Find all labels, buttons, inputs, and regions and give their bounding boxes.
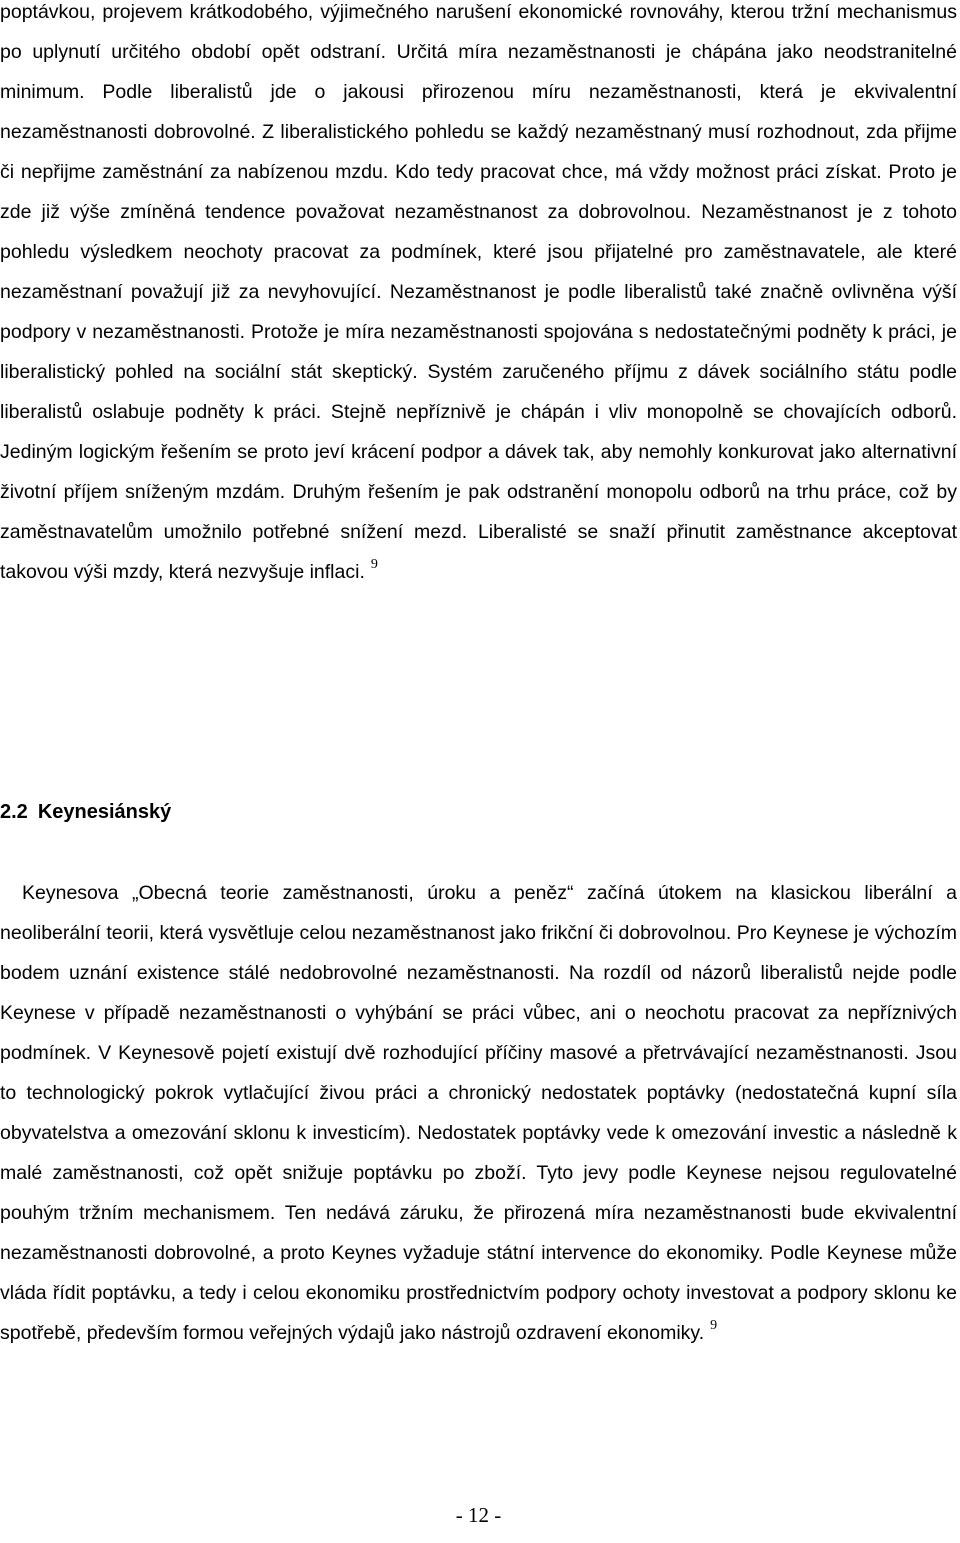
paragraph-text: poptávkou, projevem krátkodobého, výjimečného narušení ekonomické rovnováhy, kterou tržní mechanismus po uplynutí určitého období opět odstraní. Určitá míra nezaměstnanosti je chápána jako neodstranitelné minimum. Podle liberalistů jde o jakousi přirozenou míru nezaměstnanosti, která je ekvivalentní nezaměstnanosti dobrovolné. Z liberalistického pohledu se každý nezaměstnaný musí rozhodnout, zda přijme či nepřijme zaměstnání za nabízenou mzdu. Kdo tedy pracovat chce, má vždy možnost práci získat. Proto je zde již výše zmíněná tendence považovat nezaměstnanost za dobrovolnou. Nezaměstnanost je z tohoto pohledu výsledkem neochoty pracovat za podmínek, které jsou přijatelné pro zaměstnavatele, ale které nezaměstnaní považují již za nevyhovující. Nezaměstnanost je podle liberalistů také značně ovlivněna výší podpory v nezaměstnanosti. Protože je míra nezaměstnanosti spojována s nedostatečnými podněty k práci, je liberalistický pohled na sociální stát skeptický. Systém zaručeného příjmu z dávek sociálního státu podle liberalistů oslabuje podněty k práci. Stejně nepříznivě je chápán i vliv monopolně se chovajících odborů. Jediným logickým řešením se proto jeví krácení podpor a dávek tak, aby nemohly konkurovat jako alternativní životní příjem sníženým mzdám. Druhým řešením je pak odstranění monopolu odborů na trhu práce, což by zaměstnavatelům umožnilo potřebné snížení mezd. Liberalisté se snaží přinutit zaměstnance akceptovat takovou výši mzdy, která nezvyšuje inflaci. [0,1,957,583]
section-title: Keynesiánský [37,801,172,823]
footnote-reference[interactable]: 9 [710,1318,718,1333]
section-number: 2.2 [0,801,28,823]
section-heading [0,792,957,832]
page-number: - 12 - [455,1503,502,1527]
body-paragraph-liberal [0,0,957,592]
footnote-reference[interactable]: 9 [370,557,378,572]
paragraph-text: Keynesova „Obecná teorie zaměstnanosti, úroku a peněz“ začíná útokem na klasickou liberální a neoliberální teorii, která vysvětluje celou nezaměstnanost jako frikční či dobrovolnou. Pro Keynese je výchozím bodem uznání existence stálé nedobrovolné nezaměstnanosti. Na rozdíl od názorů liberalistů nejde podle Keynese v případě nezaměstnanosti o vyhýbání se práci vůbec, ani o neochotu pracovat za nepříznivých podmínek. V Keynesově pojetí existují dvě rozhodující příčiny masové a přetrvávající nezaměstnanosti. Jsou to technologický pokrok vytlačující živou práci a chronický nedostatek poptávky (nedostatečná kupní síla obyvatelstva a omezování sklonu k investicím). Nedostatek poptávky vede k omezování investic a následně k malé zaměstnanosti, což opět snižuje poptávku po zboží. Tyto jevy podle Keynese nejsou regulovatelné pouhým tržním mechanismem. Ten nedává záruku, že přirozená míra nezaměstnanosti bude ekvivalentní nezaměstnanosti dobrovolné, a proto Keynes vyžaduje státní intervence do ekonomiky. Podle Keynese může vláda řídit poptávku, a tedy i celou ekonomiku prostřednictvím podpory ochoty investovat a podpory sklonu ke spotřebě, především formou veřejných výdajů jako nástrojů ozdravení ekonomiky. [0,882,957,1344]
body-paragraph-keynes [0,873,957,1353]
